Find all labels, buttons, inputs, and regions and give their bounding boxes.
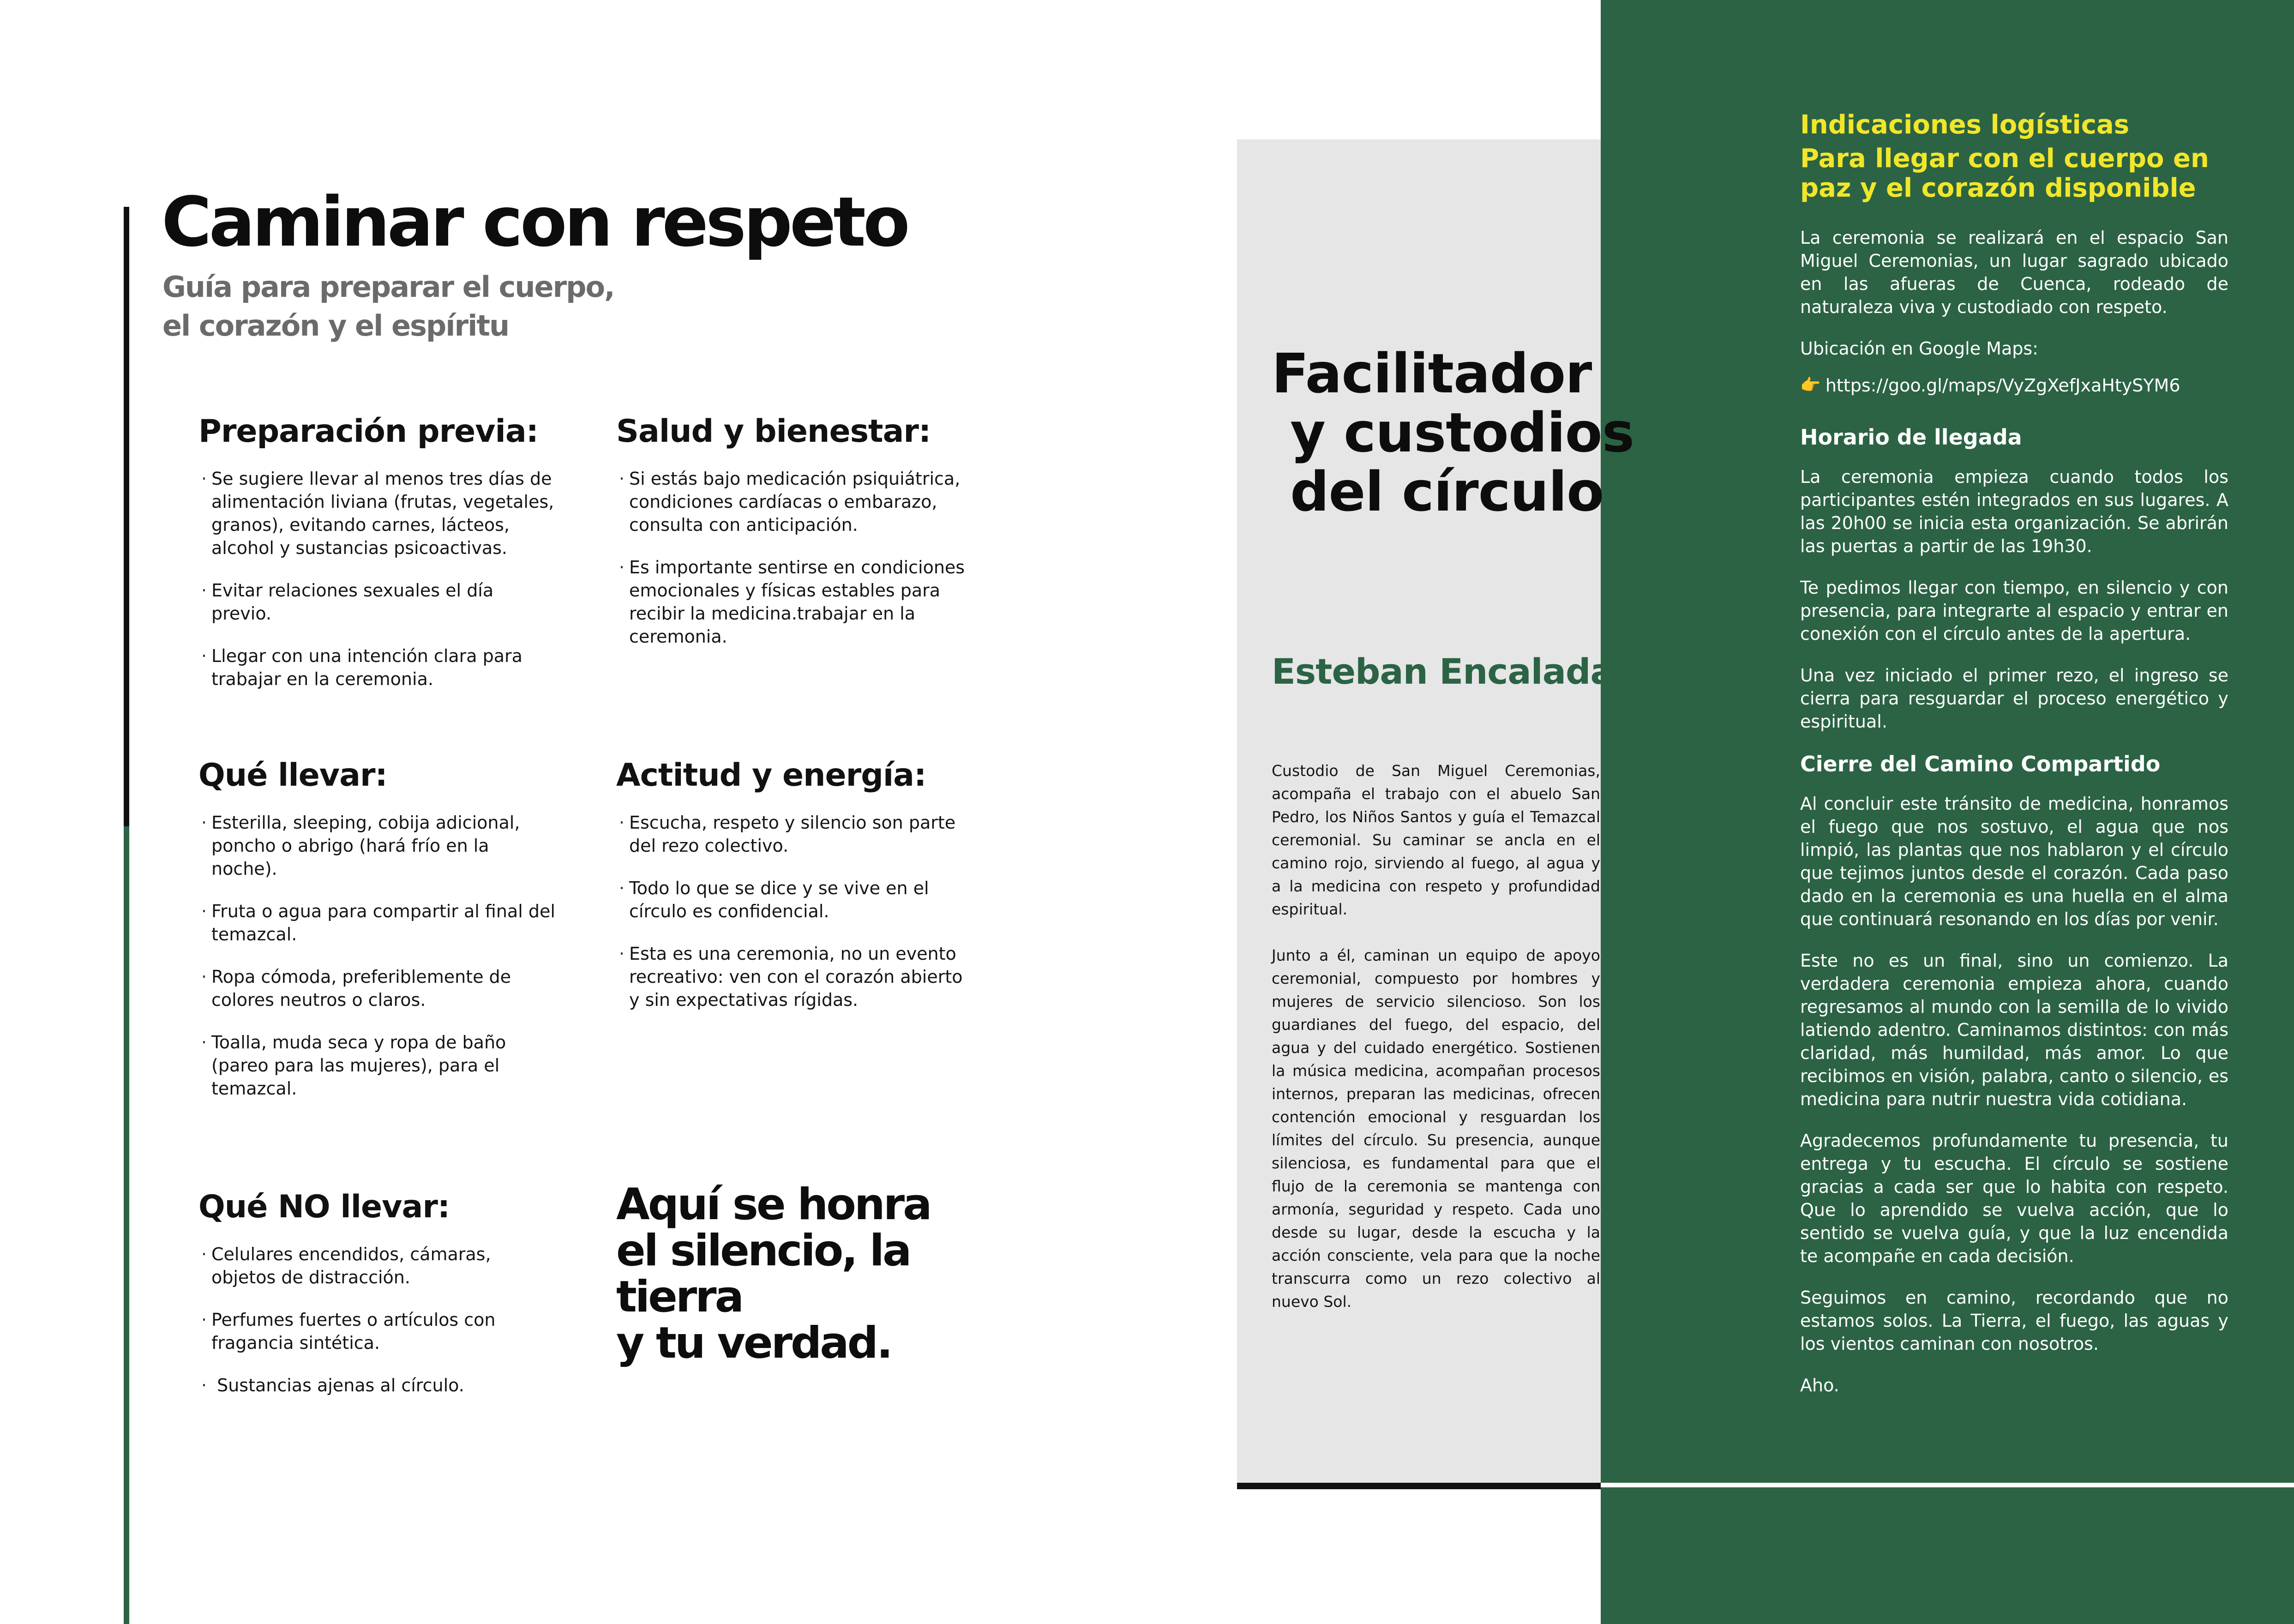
arrival-schedule-heading: Horario de llegada <box>1800 425 2022 450</box>
facilitator-name: Esteban Encalada: <box>1272 651 1627 692</box>
list-item: · Escucha, respeto y silencio son parte del rezo colectivo. <box>616 811 976 857</box>
bullet-dot-icon: · <box>619 944 625 964</box>
section-heading: Actitud y energía: <box>616 757 926 794</box>
maps-link-row[interactable] <box>1800 374 2228 397</box>
facilitator-paragraph: Junto a él, caminan un equipo de apoyo ceremonial, compuesto por hombres y mujeres de servicio silencioso. Son los guardianes del fuego, del espacio, del agua y del cuidado energético. Sostienen la música medicina, acompañan procesos internos, preparan las medicinas, ofrecen contención emocional y resguardan los límites del círculo. Su presencia, aunque silenciosa, es fundamental para que el flujo de la ceremonia se mantenga con armonía, seguridad y respeto. Cada uno desde su lugar, desde la escucha y la acción consciente, vela para que la noche transcurra como un rezo colectivo al nuevo Sol. <box>1272 946 1600 1311</box>
list-item: · Esterilla, sleeping, cobija adicional, poncho o abrigo (hará frío en la noche). <box>198 811 558 880</box>
arrival-paragraph: La ceremonia empieza cuando todos los participantes estén integrados en sus lugares. A las 20h00 se inicia esta organización. Se abrirán las puertas a partir de las 19h30. <box>1800 467 2228 556</box>
list-item: · Perfumes fuertes o artículos con fragancia sintética. <box>198 1308 558 1354</box>
subtitle-line: Guía para preparar el cuerpo, <box>162 270 614 304</box>
bullet-dot-icon: · <box>619 469 625 489</box>
facilitator-title-line: y custodios <box>1272 401 1634 464</box>
page-title: Caminar con respeto <box>162 182 907 262</box>
section-heading: Preparación previa: <box>198 413 538 450</box>
section-list <box>198 1243 558 1397</box>
logistics-column <box>1800 106 2228 1415</box>
list-item: · Llegar con una intención clara para trabajar en la ceremonia. <box>198 644 558 691</box>
section-list <box>198 811 558 1100</box>
maps-label: Ubicación en Google Maps: <box>1800 338 2038 359</box>
pointing-hand-icon: 👉 <box>1800 376 1821 395</box>
bullet-dot-icon: · <box>619 878 625 898</box>
section-que-no-llevar <box>198 1189 558 1416</box>
closing-paragraph: Seguimos en camino, recordando que no estamos solos. La Tierra, el fuego, las aguas y los vientos caminan con nosotros. <box>1800 1287 2228 1354</box>
section-list <box>616 467 976 648</box>
list-item: · Celulares encendidos, cámaras, objetos de distracción. <box>198 1243 558 1289</box>
list-item: · Fruta o agua para compartir al final del temazcal. <box>198 900 558 946</box>
logistics-subheading-line: paz y el corazón disponible <box>1800 173 2196 203</box>
page-subtitle <box>162 268 670 345</box>
left-accent-line-black <box>124 207 129 826</box>
bullet-dot-icon: · <box>201 1032 207 1053</box>
list-item: · Evitar relaciones sexuales el día previo. <box>198 579 558 625</box>
bullet-dot-icon: · <box>619 557 625 577</box>
bullet-dot-icon: · <box>201 967 207 987</box>
quote-line: el silencio, la tierra <box>616 1226 910 1322</box>
logistics-subheading-line: Para llegar con el cuerpo en <box>1800 144 2209 174</box>
bullet-dot-icon: · <box>201 469 207 489</box>
bullet-dot-icon: · <box>201 1375 207 1395</box>
closing-paragraph: Al concluir este tránsito de medicina, honramos el fuego que nos sostuvo, el agua que nos limpió, las plantas que nos hablaron y el círculo que tejimos juntos desde el corazón. Cada paso dado en la ceremonia es una huella en el alma que continuará resonando en los días por venir. <box>1800 794 2228 929</box>
section-que-llevar <box>198 757 558 1119</box>
bullet-dot-icon: · <box>201 646 207 666</box>
list-item: · Ropa cómoda, preferiblemente de colores neutros o claros. <box>198 965 558 1011</box>
bullet-dot-icon: · <box>201 901 207 921</box>
bullet-dot-icon: · <box>619 812 625 833</box>
logistics-subheading <box>1800 144 2228 203</box>
subtitle-line: el corazón y el espíritu <box>162 309 509 343</box>
section-heading: Qué llevar: <box>198 757 387 794</box>
facilitator-title <box>1272 344 1687 521</box>
list-item: · Es importante sentirse en condiciones emocionales y físicas estables para recibir la medicina.trabajar en la ceremonia. <box>616 556 976 648</box>
list-item: · Si estás bajo medicación psiquiátrica, condiciones cardíacas o embarazo, consulta con anticipación. <box>616 467 976 536</box>
arrival-paragraph: Una vez iniciado el primer rezo, el ingreso se cierra para resguardar el proceso energético y espiritual. <box>1800 665 2228 732</box>
left-accent-line-green <box>124 826 129 1624</box>
closing-word: Aho. <box>1800 1375 1839 1395</box>
facilitator-description <box>1272 759 1600 1336</box>
quote-line: y tu verdad. <box>616 1318 891 1368</box>
section-heading: Qué NO llevar: <box>198 1189 450 1225</box>
facilitator-title-line: Facilitador <box>1272 342 1592 405</box>
section-list <box>198 467 558 691</box>
bullet-dot-icon: · <box>201 1244 207 1264</box>
list-item: · Esta es una ceremonia, no un evento recreativo: ven con el corazón abierto y sin expectativas rígidas. <box>616 942 976 1011</box>
list-item: · Se sugiere llevar al menos tres días de alimentación liviana (frutas, vegetales, granos), evitando carnes, lácteos, alcohol y sustancias psicoactivas. <box>198 467 558 559</box>
logistics-heading: Indicaciones logísticas <box>1800 110 2130 140</box>
section-heading: Salud y bienestar: <box>616 413 931 450</box>
facilitator-panel-underline <box>1237 1483 1601 1489</box>
closing-paragraph: Agradecemos profundamente tu presencia, tu entrega y tu escucha. El círculo se sostiene gracias a cada ser que lo habita con respeto. Que lo aprendido se vuelva acción, que lo sentido se vuelva guía, y que la luz encendida te acompañe en cada decisión. <box>1800 1131 2228 1266</box>
list-item: · Toalla, muda seca y ropa de baño (pareo para las mujeres), para el temazcal. <box>198 1031 558 1100</box>
closing-quote <box>616 1179 1032 1368</box>
section-preparacion <box>198 413 558 710</box>
section-salud <box>616 413 976 668</box>
bullet-dot-icon: · <box>201 812 207 833</box>
facilitator-title-line: del círculo <box>1272 460 1604 523</box>
bullet-dot-icon: · <box>201 580 207 601</box>
closing-section-heading: Cierre del Camino Compartido <box>1800 752 2161 776</box>
logistics-panel-divider <box>1601 1483 2294 1487</box>
facilitator-paragraph: Custodio de San Miguel Ceremonias, acompaña el trabajo con el abuelo San Pedro, los Niños Santos y guía el Temazcal ceremonial. Su caminar se ancla en el camino rojo, sirviendo al fuego, al agua y a la medicina con respeto y profundidad espiritual. <box>1272 762 1600 918</box>
logistics-intro: La ceremonia se realizará en el espacio San Miguel Ceremonias, un lugar sagrado ubicado en las afueras de Cuenca, rodeado de naturaleza viva y custodiado con respeto. <box>1800 228 2228 317</box>
section-actitud <box>616 757 976 1031</box>
bullet-dot-icon: · <box>201 1310 207 1330</box>
maps-link[interactable]: https://goo.gl/maps/VyZgXefJxaHtySYM6 <box>1825 375 2180 396</box>
section-list <box>616 811 976 1011</box>
quote-line: Aquí se honra <box>616 1179 931 1230</box>
list-item: · Sustancias ajenas al círculo. <box>198 1374 558 1397</box>
list-item: · Todo lo que se dice y se vive en el círculo es confidencial. <box>616 877 976 923</box>
arrival-paragraph: Te pedimos llegar con tiempo, en silencio y con presencia, para integrarte al espacio y entrar en conexión con el círculo antes de la apertura. <box>1800 577 2228 644</box>
closing-paragraph: Este no es un final, sino un comienzo. La verdadera ceremonia empieza ahora, cuando regresamos al mundo con la semilla de lo vivido latiendo adentro. Caminamos distintos: con más claridad, más humildad, más amor. Lo que recibimos en visión, palabra, canto o silencio, es medicina para nutrir nuestra vida cotidiana. <box>1800 950 2228 1109</box>
